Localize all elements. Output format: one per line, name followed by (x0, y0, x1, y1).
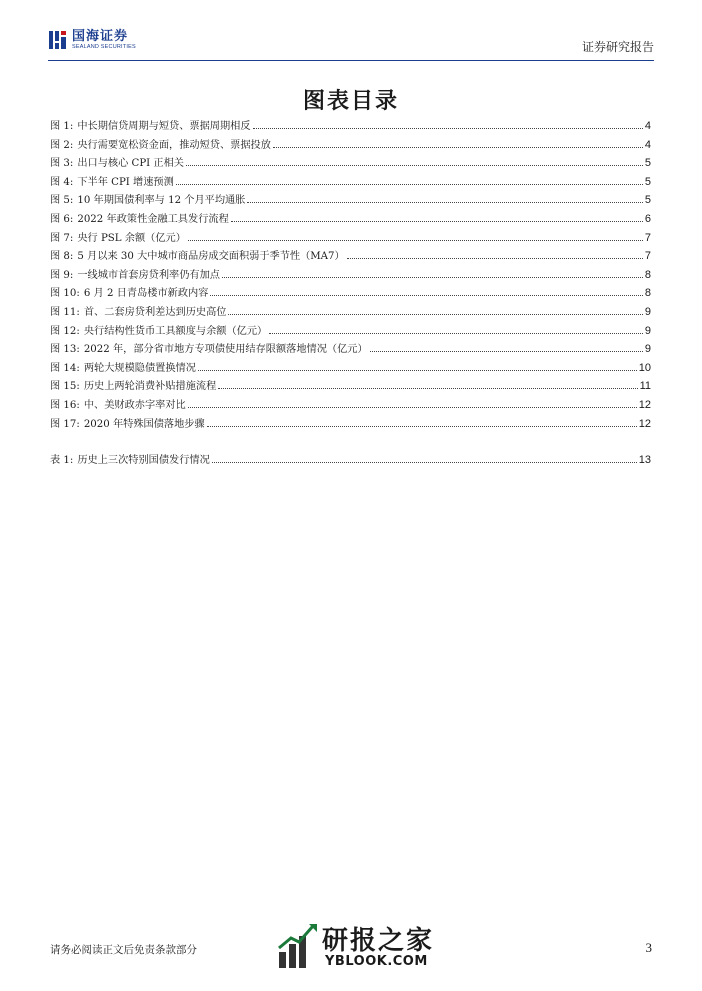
toc-entry-page: 10 (638, 361, 651, 374)
toc-entry[interactable] (50, 340, 651, 359)
toc-entry-title: 一线城市首套房贷利率仍有加点 (77, 269, 220, 281)
toc-entry-title: 2022 年，部分省市地方专项债使用结存限额落地情况（亿元） (83, 344, 368, 356)
toc-entry-label: 图 9: (50, 269, 74, 281)
toc-leader-dots (347, 257, 643, 259)
toc-entry[interactable] (50, 359, 651, 378)
toc-entry-title: 下半年 CPI 增速预测 (77, 176, 174, 188)
toc-leader-dots (207, 425, 637, 427)
toc-leader-dots (231, 220, 643, 222)
toc-entry[interactable] (50, 154, 651, 173)
toc-entry-page: 11 (639, 380, 651, 393)
toc-entry[interactable] (50, 377, 651, 396)
bar-chart-logo-icon (277, 922, 319, 970)
disclaimer-note: 请务必阅读正文后免责条款部分 (50, 944, 197, 956)
watermark (277, 918, 467, 982)
toc-entry-page: 7 (644, 250, 651, 263)
figure-list (50, 117, 651, 433)
toc-entry-page: 6 (644, 212, 651, 225)
toc-leader-dots (222, 276, 643, 278)
toc-entry-page: 4 (644, 138, 651, 151)
toc-entry-label: 图 11: (50, 306, 80, 318)
toc-entry-label: 图 6: (50, 213, 74, 225)
toc-entry-label: 图 3: (50, 158, 74, 170)
toc-entry-page: 12 (638, 398, 651, 411)
toc-entry[interactable] (50, 210, 651, 229)
toc-entry-label: 图 4: (50, 176, 74, 188)
toc-entry-label: 图 13: (50, 344, 80, 356)
toc-leader-dots (212, 461, 637, 463)
toc-entry[interactable] (50, 396, 651, 415)
toc-entry-title: 历史上两轮消费补贴措施流程 (83, 381, 217, 393)
toc-leader-dots (210, 294, 642, 296)
toc-entry-label: 图 2: (50, 139, 74, 151)
toc-entry-title: 10 年期国债利率与 12 个月平均通胀 (77, 195, 246, 207)
report-type-label: 证券研究报告 (581, 40, 654, 54)
toc-leader-dots (253, 127, 643, 129)
toc-leader-dots (186, 164, 643, 166)
toc-entry-page: 5 (644, 157, 651, 170)
toc-entry-page: 12 (638, 417, 651, 430)
toc-entry-label: 图 1: (50, 121, 74, 132)
toc-entry[interactable] (50, 303, 651, 322)
company-logo (48, 26, 136, 54)
toc-entry-title: 央行需要宽松资金面，推动短贷、票据投放 (77, 139, 271, 151)
toc-entry[interactable] (50, 229, 651, 248)
page-number: 3 (645, 940, 652, 955)
toc-entry-title: 2022 年政策性金融工具发行流程 (77, 213, 229, 225)
toc-entry[interactable] (50, 451, 651, 470)
toc-entry-title: 2020 年特殊国债落地步骤 (83, 418, 205, 430)
toc-entry[interactable] (50, 284, 651, 303)
toc-entry[interactable] (50, 415, 651, 434)
toc-entry-title: 两轮大规模隐债置换情况 (83, 362, 196, 374)
toc-entry-title: 央行结构性货币工具额度与余额（亿元） (83, 325, 268, 337)
toc-entry[interactable] (50, 266, 651, 285)
toc-entry-page: 9 (644, 343, 651, 356)
toc-entry-label: 图 7: (50, 232, 74, 244)
toc-entry-title: 中、美财政赤字率对比 (83, 399, 186, 411)
toc-entry-title: 央行 PSL 余额（亿元） (77, 232, 186, 244)
watermark-text-en: YBLOOK.COM (325, 954, 428, 969)
toc-leader-dots (273, 146, 643, 148)
toc-leader-dots (269, 332, 643, 334)
toc-entry-label: 图 5: (50, 195, 74, 207)
toc-entry-title: 首、二套房贷利差达到历史高位 (83, 306, 227, 318)
toc-entry-label: 图 10: (50, 288, 80, 300)
toc-leader-dots (218, 387, 637, 389)
toc-entry-title: 出口与核心 CPI 正相关 (77, 158, 184, 170)
toc-entry-label: 图 14: (50, 362, 80, 374)
toc-entry-title: 历史上三次特别国债发行情况 (77, 455, 210, 467)
toc-entry-page: 9 (644, 305, 651, 318)
header-divider (48, 60, 654, 61)
toc-entry-page: 8 (644, 287, 651, 300)
toc-entry-page: 7 (644, 231, 651, 244)
toc-entry-page: 13 (638, 454, 651, 467)
toc-entry[interactable] (50, 173, 651, 192)
toc-entry-page: 9 (644, 324, 651, 337)
toc-leader-dots (228, 313, 642, 315)
toc-entry-page: 5 (644, 194, 651, 207)
watermark-text-cn: 研报之家 (322, 926, 435, 956)
toc-entry-label: 图 16: (50, 399, 80, 411)
toc-entry-label: 图 17: (50, 418, 80, 430)
toc-entry-page: 4 (644, 120, 651, 132)
toc-entry[interactable] (50, 136, 651, 155)
toc-entry-page: 5 (644, 175, 651, 188)
toc-entry-title: 5 月以来 30 大中城市商品房成交面积弱于季节性（MA7） (77, 251, 345, 263)
toc-entry[interactable] (50, 191, 651, 210)
toc-leader-dots (370, 350, 643, 352)
toc-entry[interactable] (50, 117, 651, 136)
toc-leader-dots (188, 239, 643, 241)
page-title: 图表目录 (302, 88, 399, 114)
toc-entry-label: 图 12: (50, 325, 80, 337)
list-gap (50, 433, 651, 451)
logo-mark-icon (48, 28, 68, 52)
logo-name-en: SEALAND SECURITIES (72, 43, 136, 50)
logo-name-cn: 国海证券 (72, 28, 129, 44)
toc-entry-title: 中长期信贷周期与短贷、票据周期相反 (77, 121, 251, 132)
table-list (50, 451, 651, 470)
toc-leader-dots (247, 201, 642, 203)
toc-entry-title: 6 月 2 日青岛楼市新政内容 (83, 288, 209, 300)
toc-entry[interactable] (50, 322, 651, 341)
toc-leader-dots (188, 406, 637, 408)
toc-leader-dots (198, 369, 637, 371)
toc-entry-label: 图 15: (50, 381, 80, 393)
toc-entry[interactable] (50, 247, 651, 266)
figure-table-of-contents (50, 117, 651, 470)
toc-entry-page: 8 (644, 268, 651, 281)
page-header (48, 26, 654, 60)
toc-leader-dots (176, 183, 643, 185)
toc-entry-label: 表 1: (50, 455, 74, 467)
toc-entry-label: 图 8: (50, 251, 74, 263)
